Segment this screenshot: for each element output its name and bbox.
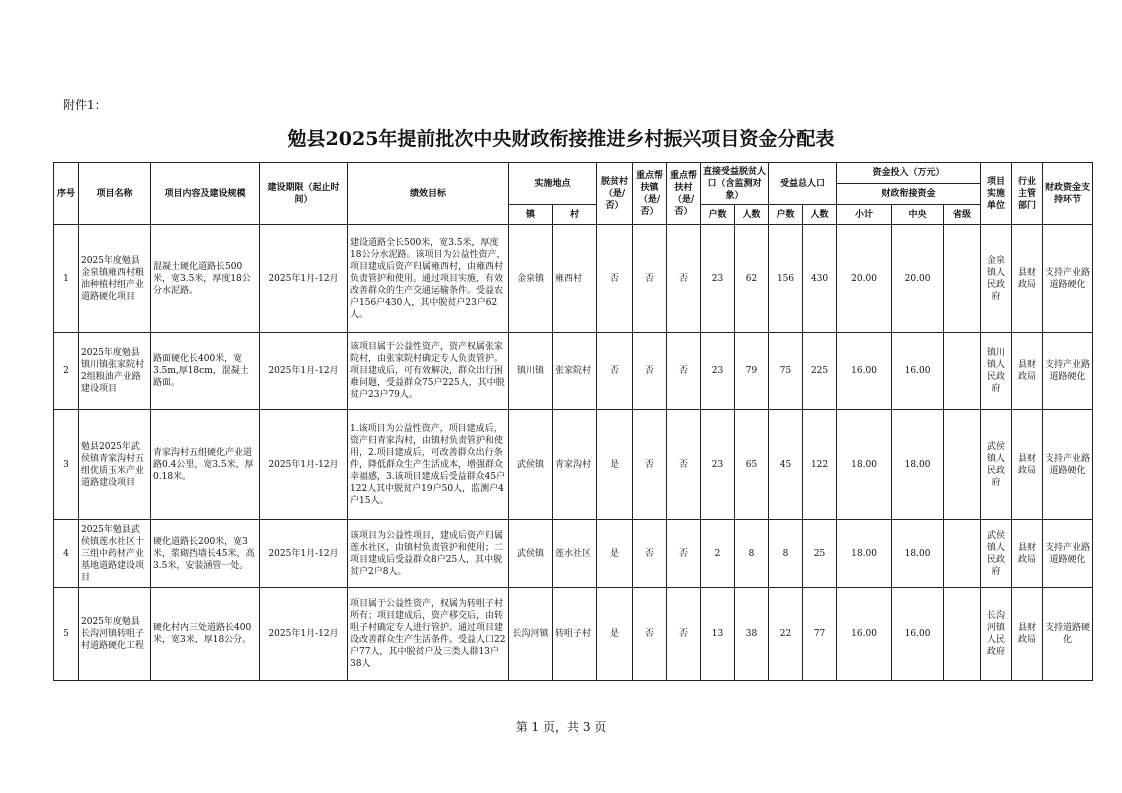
header-goal: 绩效目标 xyxy=(348,163,509,225)
cell-unit: 长沟河镇人民政府 xyxy=(981,588,1012,681)
cell-key-town: 否 xyxy=(633,410,667,520)
cell-seq: 5 xyxy=(54,588,79,681)
cell-total-persons: 77 xyxy=(803,588,837,681)
cell-seq: 3 xyxy=(54,410,79,520)
header-seq: 序号 xyxy=(54,163,79,225)
cell-name: 2025年度勉县长沟河镇转咀子村道路硬化工程 xyxy=(79,588,151,681)
cell-support: 支持产业路道路硬化 xyxy=(1043,333,1093,410)
cell-central: 16.00 xyxy=(892,333,944,410)
cell-provincial xyxy=(944,520,981,588)
cell-subtotal: 18.00 xyxy=(837,410,892,520)
cell-provincial xyxy=(944,410,981,520)
header-fiscal: 财政衔接资金 xyxy=(837,184,981,205)
cell-unit: 镇川镇人民政府 xyxy=(981,333,1012,410)
header-central: 中央 xyxy=(892,205,944,225)
header-subtotal: 小计 xyxy=(837,205,892,225)
header-total-persons: 人数 xyxy=(803,205,837,225)
header-key-village: 重点帮扶村（是/否） xyxy=(667,163,701,225)
cell-seq: 4 xyxy=(54,520,79,588)
cell-dept: 县财政局 xyxy=(1012,520,1043,588)
cell-content: 青家沟村五组硬化产业道路0.4公里，宽3.5米，厚0.18米。 xyxy=(151,410,260,520)
page-number: 第 1 页，共 3 页 xyxy=(515,720,607,734)
cell-key-village: 否 xyxy=(667,410,701,520)
cell-direct-persons: 62 xyxy=(735,225,769,333)
cell-central: 20.00 xyxy=(892,225,944,333)
cell-period: 2025年1月-12月 xyxy=(260,225,348,333)
page-title: 勉县2025年提前批次中央财政衔接推进乡村振兴项目资金分配表 xyxy=(287,128,835,150)
cell-direct-households: 13 xyxy=(701,588,735,681)
cell-period: 2025年1月-12月 xyxy=(260,333,348,410)
cell-village: 青家沟村 xyxy=(553,410,597,520)
header-total-benefit: 受益总人口 xyxy=(769,163,837,205)
cell-central: 18.00 xyxy=(892,410,944,520)
cell-dept: 县财政局 xyxy=(1012,588,1043,681)
cell-support: 支持产业路道路硬化 xyxy=(1043,225,1093,333)
cell-key-town: 否 xyxy=(633,225,667,333)
header-support: 财政资金支持环节 xyxy=(1043,163,1093,225)
cell-unit: 武侯镇人民政府 xyxy=(981,520,1012,588)
header-direct-households: 户数 xyxy=(701,205,735,225)
cell-content: 硬化道路长200米，宽3米，浆砌挡墙长45米，高3.5米，安装涵管一处。 xyxy=(151,520,260,588)
cell-seq: 2 xyxy=(54,333,79,410)
cell-goal: 项目属于公益性资产，权属为转咀子村所有；项目建成后，资产移交后，由转咀子村确定专人进行管护。通过项目建设改善群众生产生活条件。受益人口22户77人，其中脱贫户及三类人群13户38人 xyxy=(348,588,509,681)
table-row xyxy=(54,588,1093,681)
cell-key-town: 否 xyxy=(633,520,667,588)
cell-dept: 县财政局 xyxy=(1012,225,1043,333)
header-town: 镇 xyxy=(509,205,553,225)
header-direct-benefit: 直接受益脱贫人口（含监测对象） xyxy=(701,163,769,205)
cell-town: 镇川镇 xyxy=(509,333,553,410)
cell-total-households: 75 xyxy=(769,333,803,410)
cell-key-town: 否 xyxy=(633,588,667,681)
cell-support: 支持道路硬化 xyxy=(1043,588,1093,681)
table-row xyxy=(54,520,1093,588)
header-direct-persons: 人数 xyxy=(735,205,769,225)
table-row xyxy=(54,333,1093,410)
cell-total-persons: 430 xyxy=(803,225,837,333)
cell-town: 武侯镇 xyxy=(509,520,553,588)
cell-key-village: 否 xyxy=(667,520,701,588)
cell-support: 支持产业路道路硬化 xyxy=(1043,410,1093,520)
cell-key-village: 否 xyxy=(667,225,701,333)
cell-direct-households: 2 xyxy=(701,520,735,588)
header-funds: 资金投入（万元） xyxy=(837,163,981,184)
header-poverty-village: 脱贫村（是/否） xyxy=(597,163,633,225)
cell-central: 18.00 xyxy=(892,520,944,588)
header-key-town: 重点帮扶镇（是/否） xyxy=(633,163,667,225)
cell-content: 路面硬化长400米，宽3.5m,厚18cm，混凝土路面。 xyxy=(151,333,260,410)
header-provincial: 省级 xyxy=(944,205,981,225)
cell-period: 2025年1月-12月 xyxy=(260,520,348,588)
cell-support: 支持产业路道路硬化 xyxy=(1043,520,1093,588)
cell-dept: 县财政局 xyxy=(1012,333,1043,410)
cell-name: 2025年度勉县金泉镇雍西村粮油种植村组产业道路硬化项目 xyxy=(79,225,151,333)
cell-unit: 金泉镇人民政府 xyxy=(981,225,1012,333)
cell-village: 张家院村 xyxy=(553,333,597,410)
header-dept: 行业主管部门 xyxy=(1012,163,1043,225)
cell-direct-households: 23 xyxy=(701,333,735,410)
cell-direct-households: 23 xyxy=(701,225,735,333)
header-village: 村 xyxy=(553,205,597,225)
cell-dept: 县财政局 xyxy=(1012,410,1043,520)
cell-total-households: 8 xyxy=(769,520,803,588)
cell-period: 2025年1月-12月 xyxy=(260,410,348,520)
cell-poverty-village: 是 xyxy=(597,588,633,681)
cell-name: 勉县2025年武侯镇青家沟村五组优质玉米产业道路建设项目 xyxy=(79,410,151,520)
cell-poverty-village: 是 xyxy=(597,410,633,520)
cell-total-households: 45 xyxy=(769,410,803,520)
cell-direct-persons: 65 xyxy=(735,410,769,520)
header-unit: 项目实施单位 xyxy=(981,163,1012,225)
cell-village: 雍西村 xyxy=(553,225,597,333)
header-location: 实施地点 xyxy=(509,163,597,205)
cell-total-persons: 225 xyxy=(803,333,837,410)
cell-goal: 该项目为公益性项目，建成后资产归属莲水社区，由镇村负责管护和使用；二项目建成后受益群众8户25人，其中脱贫户2户8人。 xyxy=(348,520,509,588)
cell-period: 2025年1月-12月 xyxy=(260,588,348,681)
cell-provincial xyxy=(944,225,981,333)
cell-subtotal: 16.00 xyxy=(837,588,892,681)
cell-subtotal: 20.00 xyxy=(837,225,892,333)
cell-village: 转咀子村 xyxy=(553,588,597,681)
cell-village: 莲水社区 xyxy=(553,520,597,588)
allocation-table xyxy=(53,162,1093,681)
cell-direct-persons: 8 xyxy=(735,520,769,588)
header-total-households: 户数 xyxy=(769,205,803,225)
cell-key-village: 否 xyxy=(667,333,701,410)
cell-key-town: 否 xyxy=(633,333,667,410)
table-row xyxy=(54,225,1093,333)
cell-name: 2025年勉县武侯镇莲水社区十三组中药材产业基地道路建设项目 xyxy=(79,520,151,588)
cell-subtotal: 18.00 xyxy=(837,520,892,588)
cell-provincial xyxy=(944,333,981,410)
cell-poverty-village: 否 xyxy=(597,333,633,410)
cell-seq: 1 xyxy=(54,225,79,333)
cell-content: 硬化村内三处道路长400米，宽3米，厚18公分。 xyxy=(151,588,260,681)
header-content: 项目内容及建设规模 xyxy=(151,163,260,225)
cell-total-persons: 122 xyxy=(803,410,837,520)
cell-direct-households: 23 xyxy=(701,410,735,520)
cell-provincial xyxy=(944,588,981,681)
cell-direct-persons: 79 xyxy=(735,333,769,410)
cell-poverty-village: 否 xyxy=(597,225,633,333)
attachment-label: 附件1： xyxy=(63,98,107,112)
cell-unit: 武侯镇人民政府 xyxy=(981,410,1012,520)
cell-total-households: 156 xyxy=(769,225,803,333)
cell-subtotal: 16.00 xyxy=(837,333,892,410)
cell-name: 2025年度勉县镇川镇张家院村2组粮油产业路建设项目 xyxy=(79,333,151,410)
cell-total-persons: 25 xyxy=(803,520,837,588)
cell-content: 混凝土硬化道路长500米，宽3.5米，厚度18公分水泥路。 xyxy=(151,225,260,333)
header-name: 项目名称 xyxy=(79,163,151,225)
cell-town: 武侯镇 xyxy=(509,410,553,520)
cell-poverty-village: 是 xyxy=(597,520,633,588)
cell-direct-persons: 38 xyxy=(735,588,769,681)
cell-goal: 1.该项目为公益性资产，项目建成后，资产归青家沟村，由镇村负责管护和使用，2.项目建成后，可改善群众出行条件，降低群众生产生活成本，增强群众幸福感，3.该项目建成后受益群众45户122人其中脱贫户19户50人，监测户4户15人。 xyxy=(348,410,509,520)
cell-goal: 建设道路全长500米，宽3.5米，厚度18公分水泥路。该项目为公益性资产，项目建成后资产归属雍西村，由雍西村负责管护和使用。通过项目实施，有效改善群众的生产交通运输条件。受益农户156户430人，其中脱贫户23户62人。 xyxy=(348,225,509,333)
header-period: 建设期限（起止时间） xyxy=(260,163,348,225)
cell-town: 长沟河镇 xyxy=(509,588,553,681)
cell-key-village: 否 xyxy=(667,588,701,681)
cell-total-households: 22 xyxy=(769,588,803,681)
cell-central: 16.00 xyxy=(892,588,944,681)
cell-town: 金泉镇 xyxy=(509,225,553,333)
cell-goal: 该项目属于公益性资产，资产权属张家院村，由张家院村确定专人负责管护。项目建成后，可有效解决，群众出行困难问题，受益群众75户225人，其中脱贫户23户79人。 xyxy=(348,333,509,410)
table-row xyxy=(54,410,1093,520)
